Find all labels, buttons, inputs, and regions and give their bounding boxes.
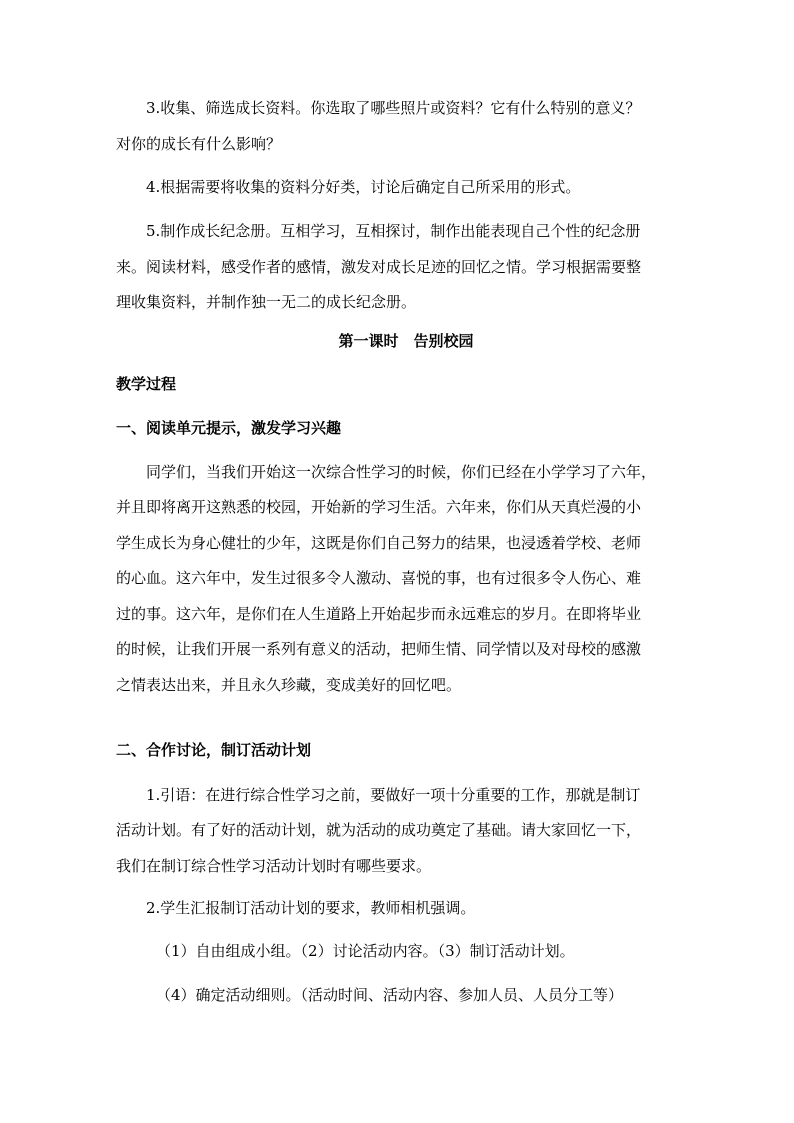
lesson-title: 第一课时 告别校园 — [338, 332, 474, 350]
item5-line2: 来。阅读材料，感受作者的感情，激发对成长足迹的回忆之情。学习根据需要整 — [116, 258, 642, 276]
item5-line1: 5.制作成长纪念册。互相学习，互相探讨，制作出能表现自己个性的纪念册 — [146, 222, 641, 240]
section2-item1-line: 1.引语：在进行综合性学习之前，要做好一项十分重要的工作，那就是制订 — [146, 786, 641, 804]
section1-para-line: 同学们，当我们开始这一次综合性学习的时候，你们已经在小学学习了六年， — [146, 463, 657, 481]
section1-para-line: 之情表达出来，并且永久珍藏，变成美好的回忆吧。 — [116, 676, 462, 694]
section1-para-line: 的时候，让我们开展一系列有意义的活动，把师生情、同学情以及对母校的感激 — [116, 640, 642, 658]
section1-heading: 一、阅读单元提示，激发学习兴趣 — [116, 419, 342, 437]
section2-heading: 二、合作讨论，制订活动计划 — [116, 741, 312, 759]
section1-para-line: 的心血。这六年中，发生过很多令人激动、喜悦的事，也有过很多令人伤心、难 — [116, 569, 642, 587]
section2-item1-line: 我们在制订综合性学习活动计划时有哪些要求。 — [116, 857, 432, 875]
section1-para-line: 并且即将离开这熟悉的校园，开始新的学习生活。六年来，你们从天真烂漫的小 — [116, 498, 642, 516]
item5-line3: 理收集资料，并制作独一无二的成长纪念册。 — [116, 293, 417, 311]
item4: 4.根据需要将收集的资料分好类，讨论后确定自己所采用的形式。 — [146, 178, 581, 196]
process-heading: 教学过程 — [116, 375, 177, 393]
section2-item2: 2.学生汇报制订活动计划的要求，教师相机强调。 — [146, 899, 476, 917]
section1-para-line: 过的事。这六年，是你们在人生道路上开始起步而永远难忘的岁月。在即将毕业 — [116, 605, 642, 623]
section2-item1-line: 活动计划。有了好的活动计划，就为活动的成功奠定了基础。请大家回忆一下， — [116, 821, 642, 839]
item3-line1: 3.收集、筛选成长资料。你选取了哪些照片或资料？它有什么特别的意义？ — [146, 99, 641, 117]
section1-para-line: 学生成长为身心健壮的少年，这既是你们自己努力的结果，也浸透着学校、老师 — [116, 534, 642, 552]
item3-line2: 对你的成长有什么影响？ — [116, 135, 282, 153]
section2-sub2: （4）确定活动细则。（活动时间、活动内容、参加人员、人员分工等） — [156, 986, 624, 1004]
section2-sub1: （1）自由组成小组。（2）讨论活动内容。（3）制订活动计划。 — [156, 942, 575, 960]
